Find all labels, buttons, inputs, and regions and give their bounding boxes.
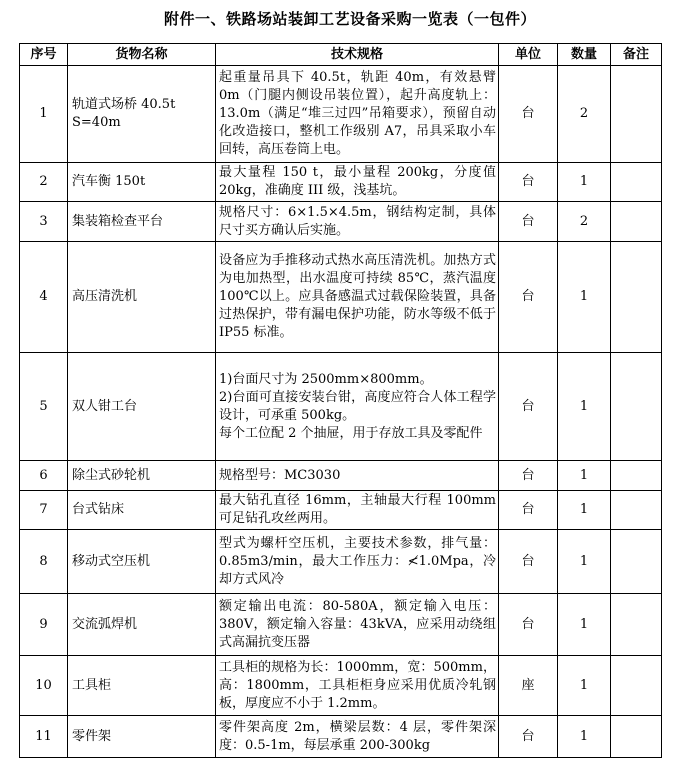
row-number: 1: [20, 66, 68, 163]
row-number: 3: [20, 202, 68, 242]
procurement-table: [19, 43, 662, 758]
item-note: [611, 491, 662, 530]
item-name: 移动式空压机: [68, 530, 216, 594]
item-name: 双人钳工台: [68, 353, 216, 461]
item-note: [611, 66, 662, 163]
item-note: [611, 594, 662, 656]
table-row: [20, 594, 662, 656]
item-spec: 型式为螺杆空压机，主要技术参数，排气量：0.85m3/min，最大工作压力：≮1.0Mpa，冷却方式风冷: [216, 530, 499, 594]
row-number: 5: [20, 353, 68, 461]
item-note: [611, 353, 662, 461]
header-note: 备注: [611, 44, 662, 66]
document-title: 附件一、铁路场站装卸工艺设备采购一览表（一包件）: [163, 10, 536, 28]
item-note: [611, 530, 662, 594]
item-unit: 台: [499, 163, 558, 202]
item-quantity: 1: [558, 353, 611, 461]
item-name: 零件架: [68, 716, 216, 758]
item-quantity: 2: [558, 66, 611, 163]
item-quantity: 1: [558, 716, 611, 758]
item-spec: 规格型号：MC3030: [216, 461, 499, 491]
row-number: 11: [20, 716, 68, 758]
item-unit: 台: [499, 594, 558, 656]
item-unit: 台: [499, 461, 558, 491]
item-unit: 台: [499, 242, 558, 353]
header-no: 序号: [20, 44, 68, 66]
row-number: 10: [20, 656, 68, 716]
row-number: 2: [20, 163, 68, 202]
item-name: 汽车衡 150t: [68, 163, 216, 202]
item-quantity: 1: [558, 163, 611, 202]
row-number: 9: [20, 594, 68, 656]
table-row: [20, 202, 662, 242]
header-unit: 单位: [499, 44, 558, 66]
item-unit: 台: [499, 202, 558, 242]
item-quantity: 2: [558, 202, 611, 242]
table-row: [20, 491, 662, 530]
item-spec: 规格尺寸：6×1.5×4.5m，钢结构定制，具体尺寸买方确认后实施。: [216, 202, 499, 242]
item-name: 除尘式砂轮机: [68, 461, 216, 491]
item-spec: 零件架高度 2m，横梁层数：4 层，零件架深度：0.5-1m，每层承重 200-300kg: [216, 716, 499, 758]
item-spec: 起重量吊具下 40.5t，轨距 40m，有效悬臂 0m（门腿内侧设吊装位置），起升高度轨上：13.0m（满足“堆三过四”吊箱要求），预留自动化改造接口，整机工作级别 A7，吊具采取小车回转，高压卷筒上电。: [216, 66, 499, 163]
table-row: [20, 461, 662, 491]
table-row: [20, 66, 662, 163]
item-spec: 最大量程 150 t，最小量程 200kg，分度值 20kg，准确度 III 级，浅基坑。: [216, 163, 499, 202]
item-spec: 设备应为手推移动式热水高压清洗机。加热方式为电加热型，出水温度可持续 85℃，蒸汽温度 100℃以上。应具备感温式过载保险装置，具备过热保护，带有漏电保护功能，防水等级不低于 IP55 标准。: [216, 242, 499, 353]
item-name: 工具柜: [68, 656, 216, 716]
item-quantity: 1: [558, 530, 611, 594]
row-number: 7: [20, 491, 68, 530]
header-spec: 技术规格: [216, 44, 499, 66]
item-name: 集装箱检查平台: [68, 202, 216, 242]
item-note: [611, 242, 662, 353]
item-name: 交流弧焊机: [68, 594, 216, 656]
row-number: 4: [20, 242, 68, 353]
item-spec: 1)台面尺寸为 2500mm×800mm。 2)台面可直接安装台钳，高度应符合人体工程学设计，可承重 500kg。 每个工位配 2 个抽屉，用于存放工具及零配件: [216, 353, 499, 461]
item-name: 高压清洗机: [68, 242, 216, 353]
table-header-row: [20, 44, 662, 66]
item-note: [611, 202, 662, 242]
row-number: 8: [20, 530, 68, 594]
item-unit: 台: [499, 66, 558, 163]
header-name: 货物名称: [68, 44, 216, 66]
table-row: [20, 530, 662, 594]
item-quantity: 1: [558, 656, 611, 716]
item-unit: 座: [499, 656, 558, 716]
item-quantity: 1: [558, 491, 611, 530]
table-row: [20, 163, 662, 202]
item-note: [611, 716, 662, 758]
item-quantity: 1: [558, 461, 611, 491]
item-note: [611, 163, 662, 202]
table-row: [20, 656, 662, 716]
item-spec: 额定输出电流：80-580A，额定输入电压：380V，额定输入容量：43kVA，应采用动绕组式高漏抗变压器: [216, 594, 499, 656]
item-unit: 台: [499, 353, 558, 461]
item-name: 台式钻床: [68, 491, 216, 530]
row-number: 6: [20, 461, 68, 491]
table-row: [20, 242, 662, 353]
header-qty: 数量: [558, 44, 611, 66]
item-spec: 工具柜的规格为长：1000mm，宽：500mm，高：1800mm，工具柜柜身应采用优质冷轧钢板，厚度应不小于 1.2mm。: [216, 656, 499, 716]
item-spec: 最大钻孔直径 16mm，主轴最大行程 100mm 可足钻孔攻丝两用。: [216, 491, 499, 530]
item-note: [611, 461, 662, 491]
item-note: [611, 656, 662, 716]
item-unit: 台: [499, 491, 558, 530]
table-row: [20, 353, 662, 461]
item-quantity: 1: [558, 242, 611, 353]
table-row: [20, 716, 662, 758]
item-unit: 台: [499, 716, 558, 758]
item-unit: 台: [499, 530, 558, 594]
item-quantity: 1: [558, 594, 611, 656]
item-name: 轨道式场桥 40.5t S=40m: [68, 66, 216, 163]
